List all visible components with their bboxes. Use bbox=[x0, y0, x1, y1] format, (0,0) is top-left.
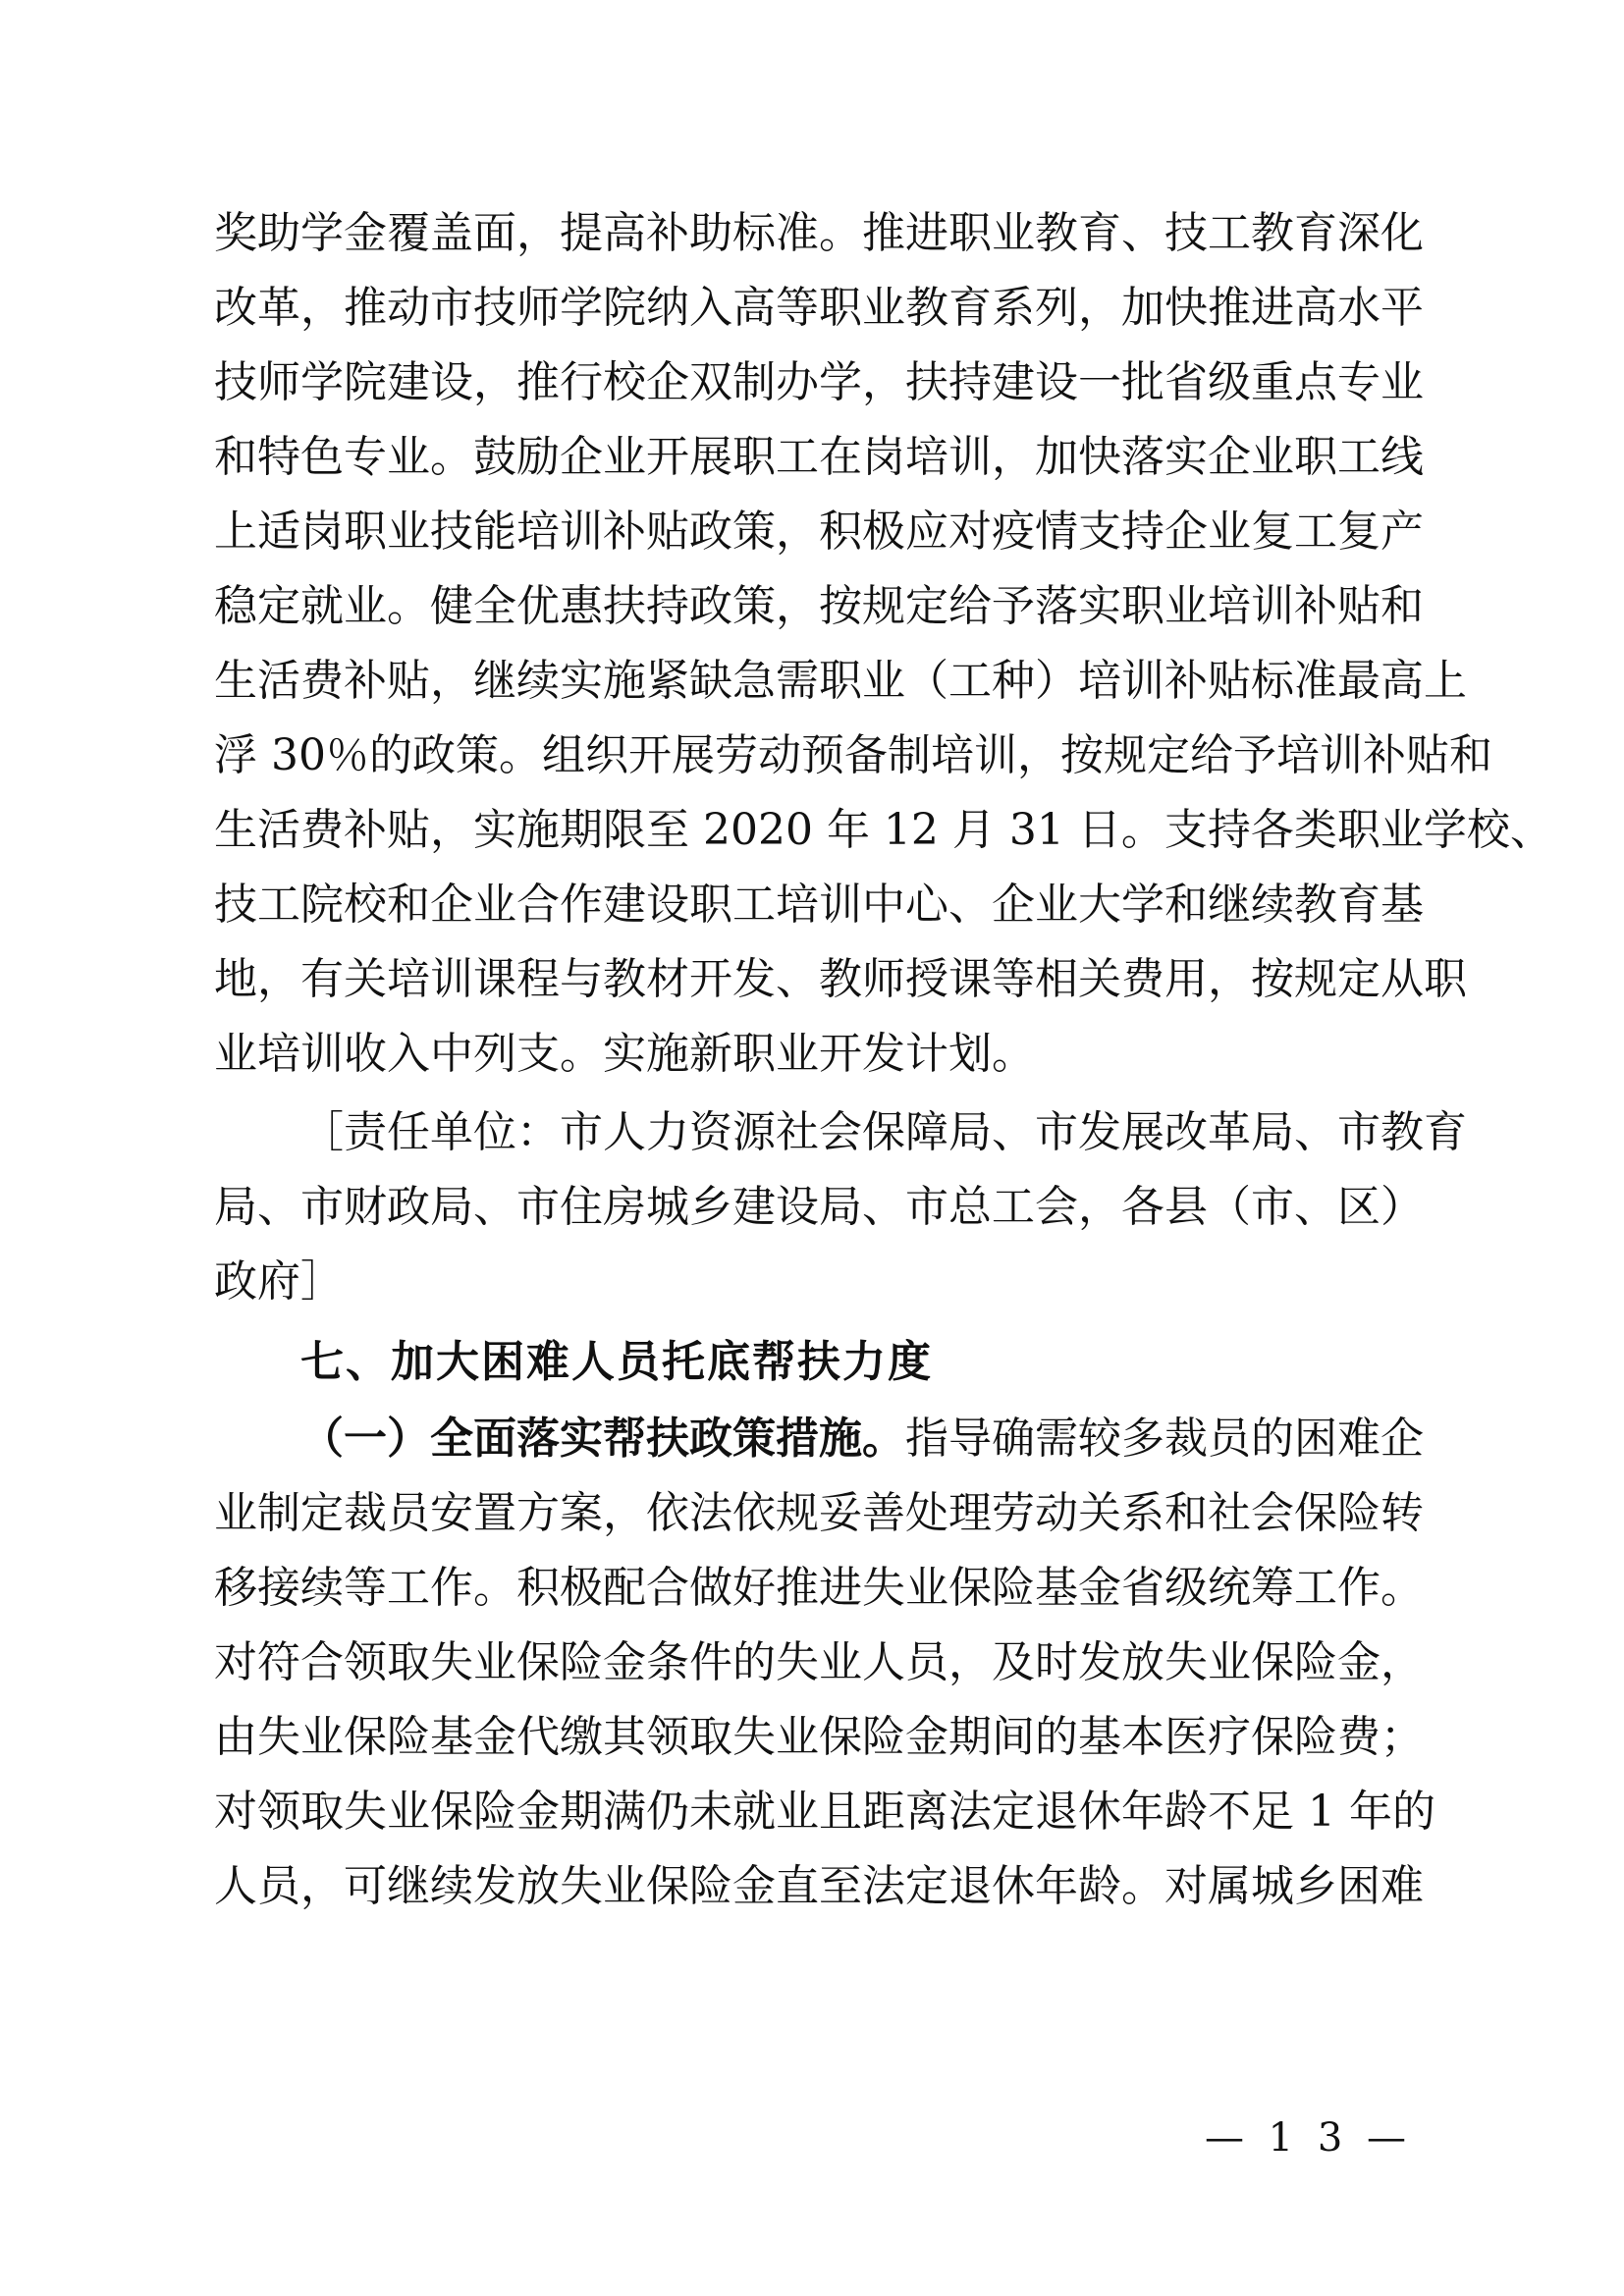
body-text-line: 人员，可继续发放失业保险金直至法定退休年龄。对属城乡困难 bbox=[214, 1861, 1424, 1911]
body-text-line: 和特色专业。鼓励企业开展职工在岗培训，加快落实企业职工线 bbox=[214, 432, 1424, 482]
page-number: — 1 3 — bbox=[1204, 2115, 1412, 2161]
body-text-line: 生活费补贴，继续实施紧缺急需职业（工种）培训补贴标准最高上 bbox=[214, 656, 1467, 706]
subsection-title: （一）全面落实帮扶政策措施。 bbox=[300, 1414, 905, 1464]
body-text-line: 业制定裁员安置方案，依法依规妥善处理劳动关系和社会保险转 bbox=[214, 1488, 1424, 1538]
responsibility-line: 政府］ bbox=[214, 1256, 344, 1307]
body-text-line: 移接续等工作。积极配合做好推进失业保险基金省级统筹工作。 bbox=[214, 1563, 1424, 1613]
body-text-line: 技工院校和企业合作建设职工培训中心、企业大学和继续教育基 bbox=[214, 880, 1424, 930]
subsection-first-line bbox=[300, 1402, 1424, 1476]
body-text-line: 对符合领取失业保险金条件的失业人员，及时发放失业保险金， bbox=[214, 1637, 1424, 1687]
section-heading: 七、加大困难人员托底帮扶力度 bbox=[300, 1337, 933, 1387]
body-text-line: 由失业保险基金代缴其领取失业保险金期间的基本医疗保险费； bbox=[214, 1712, 1424, 1762]
body-text-line: 上适岗职业技能培训补贴政策，积极应对疫情支持企业复工复产 bbox=[214, 507, 1424, 557]
body-text-line: 稳定就业。健全优惠扶持政策，按规定给予落实职业培训补贴和 bbox=[214, 581, 1424, 631]
body-text-line: 业培训收入中列支。实施新职业开发计划。 bbox=[214, 1029, 1035, 1079]
body-text-line: 改革，推动市技师学院纳入高等职业教育系列，加快推进高水平 bbox=[214, 283, 1424, 333]
subsection-first-line-text: 指导确需较多裁员的困难企 bbox=[905, 1414, 1424, 1464]
responsibility-line: ［责任单位：市人力资源社会保障局、市发展改革局、市教育 bbox=[300, 1107, 1467, 1157]
body-text-line: 生活费补贴，实施期限至 2020 年 12 月 31 日。支持各类职业学校、 bbox=[214, 805, 1553, 855]
body-text-line: 对领取失业保险金期满仍未就业且距离法定退休年龄不足 1 年的 bbox=[214, 1787, 1435, 1837]
responsibility-line: 局、市财政局、市住房城乡建设局、市总工会，各县（市、区） bbox=[214, 1182, 1424, 1232]
body-text-line: 奖助学金覆盖面，提高补助标准。推进职业教育、技工教育深化 bbox=[214, 208, 1424, 258]
body-text-line: 地，有关培训课程与教材开发、教师授课等相关费用，按规定从职 bbox=[214, 954, 1467, 1004]
body-text-line: 浮 30％的政策。组织开展劳动预备制培训，按规定给予培训补贴和 bbox=[214, 730, 1492, 780]
body-text-line: 技师学院建设，推行校企双制办学，扶持建设一批省级重点专业 bbox=[214, 357, 1424, 407]
